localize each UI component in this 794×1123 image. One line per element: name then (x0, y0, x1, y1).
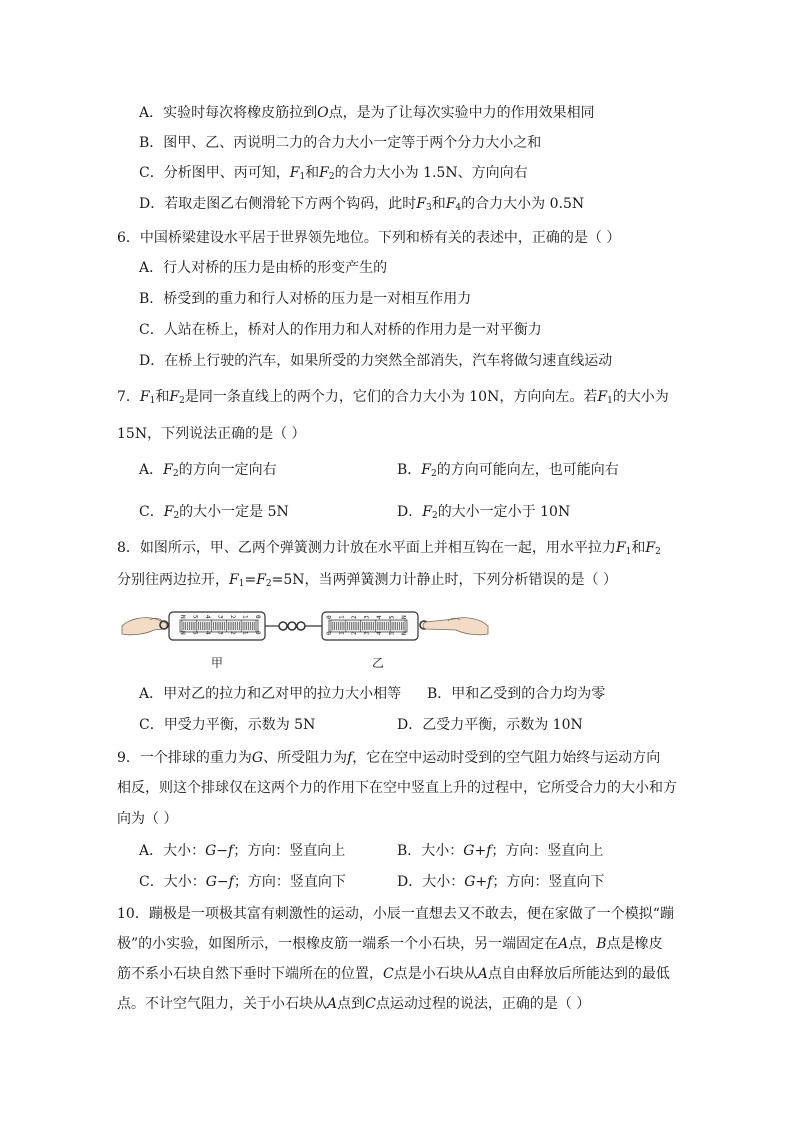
q10-stem-line1: 10．蹦极是一项极其富有刺激性的运动，小辰一直想去又不敢去，便在家做了一个模拟“蹦 (117, 906, 674, 922)
scale-mark: 0 (326, 615, 333, 619)
scale-mark: 0 (254, 615, 261, 619)
q5-option-b: B．图甲、乙、丙说明二力的合力大小一定等于两个分力大小之和 (139, 135, 542, 151)
scale-mark: 4 (376, 615, 383, 619)
q7-option-b: B．$F_2$的方向可能向左，也可能向右 (397, 462, 619, 479)
scale-mark: 2 (351, 631, 358, 635)
q9-option-c: C．大小：G−f；方向：竖直向下 (139, 874, 346, 890)
q5-option-c: C．分析图甲、丙可知，$F_1$和$F_2$的合力大小为 1.5N、方向向右 (139, 165, 528, 182)
scale-mark: 0 (326, 631, 333, 635)
q6-stem: 6．中国桥梁建设水平居于世界领先地位。下列和桥有关的表述中，正确的是（ ） (117, 230, 621, 246)
q8-option-a: A．甲对乙的拉力和乙对甲的拉力大小相等 (139, 686, 402, 702)
q7-option-c: C．$F_2$的大小一定是 5N (139, 504, 289, 521)
q5-option-d: D．若取走图乙右侧滑轮下方两个钩码，此时$F_3$和$F_4$的合力大小为 0.5N (139, 196, 585, 213)
q6-option-c: C．人站在桥上，桥对人的作用力和人对桥的作用力是一对平衡力 (139, 322, 542, 338)
scale-mark: 1 (338, 631, 346, 635)
scale-mark: 1 (241, 615, 249, 619)
q9-stem-line2: 相反，则这个排球仅在这两个力的作用下在空中竖直上升的过程中，它所受合力的大小和方 (117, 780, 677, 796)
q7-option-d: D．$F_2$的大小一定小于 10N (397, 504, 571, 521)
q8-option-c: C．甲受力平衡，示数为 5N (139, 717, 316, 733)
q10-stem-line3: 筋不系小石块自然下垂时下端所在的位置，C点是小石块从A点自由释放后所能达到的最低 (117, 966, 670, 982)
scale-mark: 2 (229, 615, 236, 619)
scale-mark: 4 (204, 615, 211, 619)
scale-mark: 2 (351, 615, 358, 619)
q7-stem-line2: 15N，下列说法正确的是（ ） (117, 426, 306, 442)
scale-mark: 4 (204, 631, 211, 635)
scale-mark: 5 (388, 615, 396, 619)
scale-mark: 3 (363, 615, 371, 619)
scale-mark: 0 (254, 631, 261, 635)
q8-option-b: B．甲和乙受到的合力均为零 (427, 686, 606, 702)
scale-mark: 3 (216, 615, 224, 619)
hook-connector-icon (265, 622, 322, 630)
right-hand-icon (423, 618, 488, 635)
scale-mark: 5 (191, 615, 199, 619)
scale-mark: 3 (363, 631, 371, 635)
label-jia: 甲 (211, 656, 224, 670)
scale-mark: 1 (338, 615, 346, 619)
q8-option-d: D．乙受力平衡，示数为 10N (397, 717, 583, 733)
q10-stem-line2: 极”的小实验，如图所示，一根橡皮筋一端系一个小石块，另一端固定在A点，B点是橡皮 (117, 936, 663, 952)
scale-mark: N (401, 615, 408, 619)
scale-mark: N (401, 631, 408, 635)
scale-mark: 5 (191, 631, 199, 635)
q9-option-a: A．大小：G−f；方向：竖直向上 (139, 843, 346, 859)
q7-option-a: A．$F_2$的方向一定向右 (139, 462, 277, 479)
q9-stem-line1: 9．一个排球的重力为G、所受阻力为f，它在空中运动时受到的空气阻力始终与运动方向 (117, 750, 661, 766)
q9-stem-line3: 向为（ ） (117, 811, 178, 827)
spring-scales-figure (120, 604, 490, 654)
scale-mark: 4 (376, 631, 383, 635)
q6-option-a: A．行人对桥的压力是由桥的形变产生的 (139, 260, 388, 276)
scale-mark: 5 (388, 631, 396, 635)
q7-stem-line1: 7．$F_1$和$F_2$是同一条直线上的两个力，它们的合力大小为 10N，方向向左。若$F_1$的大小为 (117, 389, 669, 406)
scale-mark: 2 (229, 631, 236, 635)
q6-option-d: D．在桥上行驶的汽车，如果所受的力突然全部消失，汽车将做匀速直线运动 (139, 353, 613, 369)
scale-mark: N (179, 631, 186, 635)
q8-stem-line2: 分别往两边拉开，$F_1=F_2=5N$，当两弹簧测力计静止时，下列分析错误的是（ ） (117, 572, 617, 589)
q8-stem-line1: 8．如图所示，甲、乙两个弹簧测力计放在水平面上并相互钩在一起，用水平拉力$F_1$和$F_2$ (117, 540, 661, 557)
q9-option-d: D．大小：G+f；方向：竖直向下 (397, 874, 605, 890)
q10-stem-line4: 点。不计空气阻力，关于小石块从A点到C点运动过程的说法，正确的是（ ） (117, 996, 591, 1012)
q9-option-b: B．大小：G+f；方向：竖直向上 (397, 843, 604, 859)
q5-option-a: A．实验时每次将橡皮筋拉到O点，是为了让每次实验中力的作用效果相同 (139, 105, 595, 121)
scale-mark: N (179, 615, 186, 619)
q6-option-b: B．桥受到的重力和行人对桥的压力是一对相互作用力 (139, 291, 472, 307)
label-yi: 乙 (372, 656, 385, 670)
scale-mark: 3 (216, 631, 224, 635)
scale-mark: 1 (241, 631, 249, 635)
